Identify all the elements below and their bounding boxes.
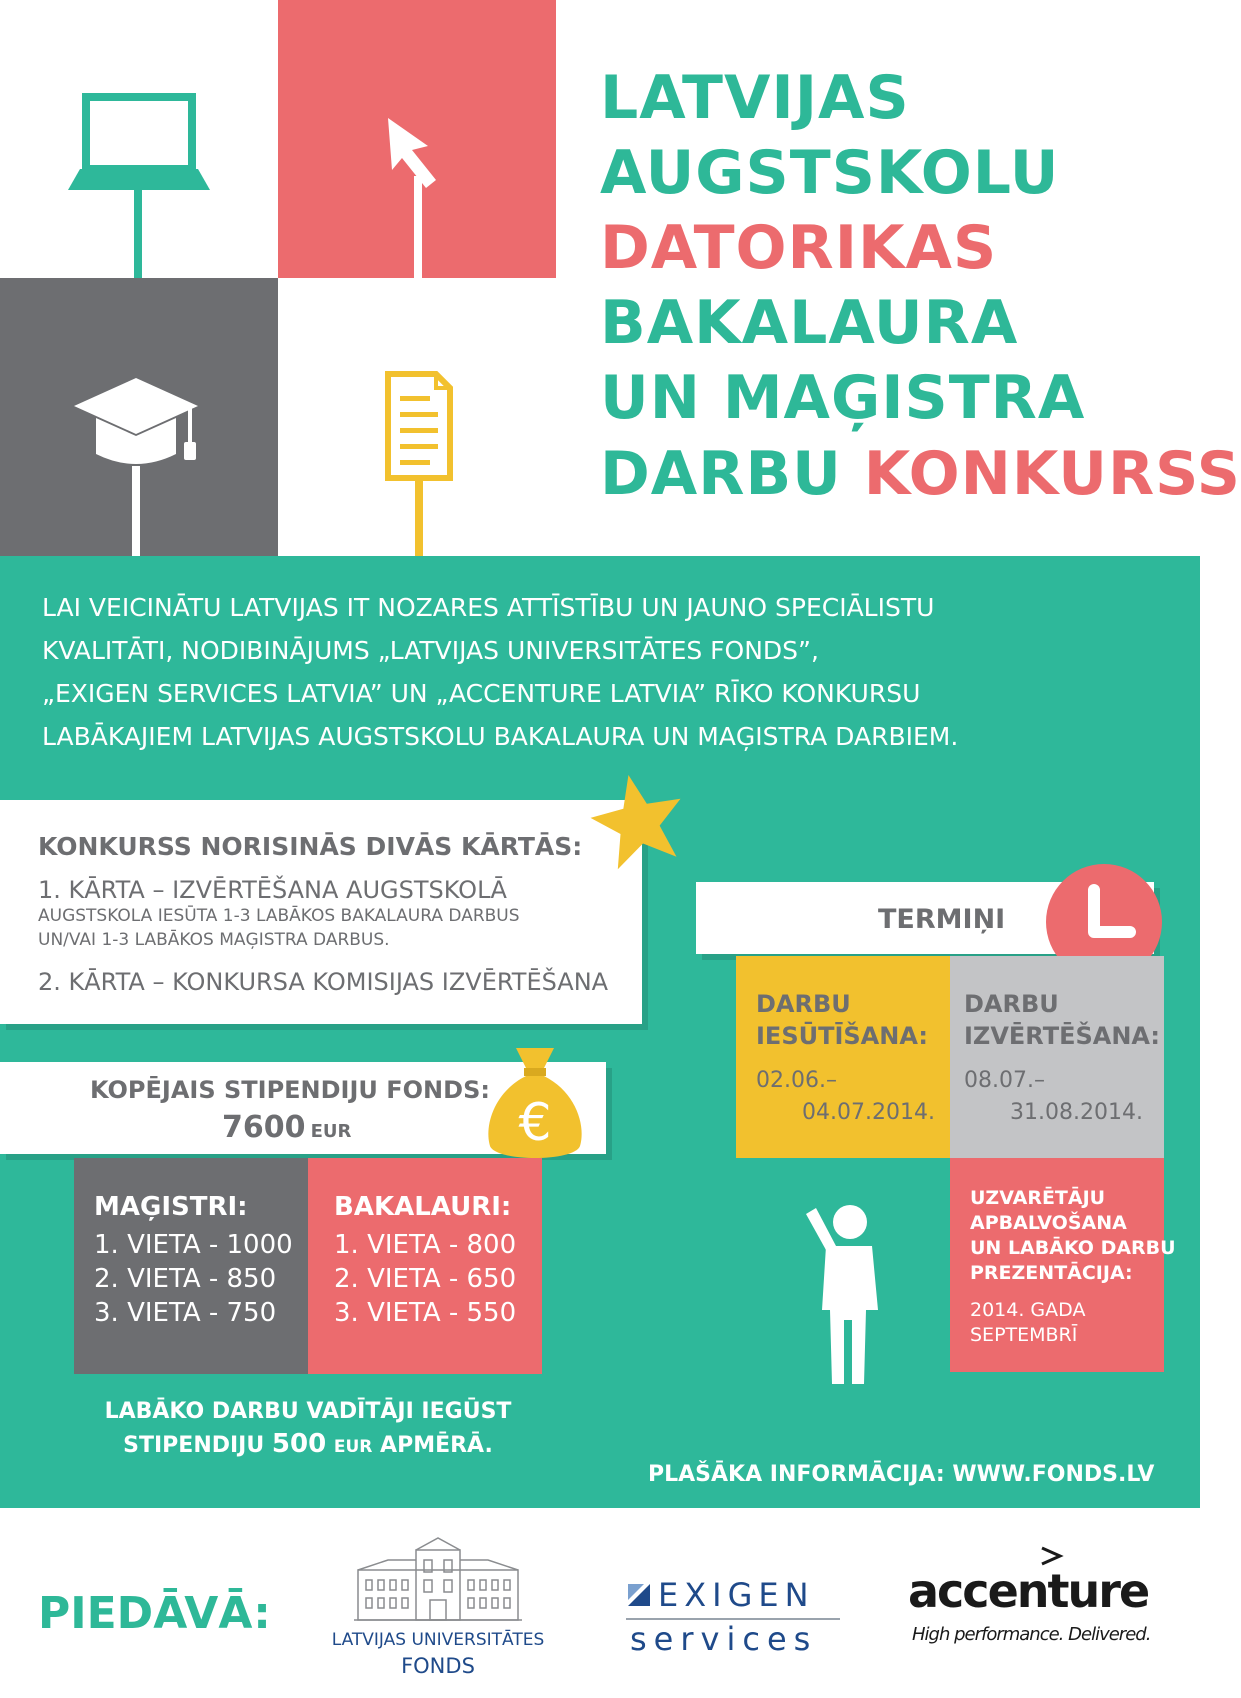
tile-laptop — [0, 0, 278, 278]
accenture-logo — [908, 1546, 1168, 1656]
evaluation-label-2: IZVĒRTĒŠANA: — [964, 1022, 1161, 1050]
award-label-line: PREZENTĀCIJA: — [970, 1262, 1133, 1284]
submission-label-2: IESŪTĪŠANA: — [756, 1022, 928, 1050]
university-building-icon — [318, 1536, 558, 1624]
exigen-logo — [624, 1576, 844, 1666]
tile-document — [278, 278, 556, 556]
award-date — [970, 1298, 1085, 1348]
person-icon — [796, 1200, 896, 1390]
masters-box — [74, 1158, 308, 1374]
title-darbu: DARBU — [600, 439, 842, 509]
title-line-3: DATORIKAS — [600, 213, 998, 283]
accenture-tagline: High performance. Delivered. — [912, 1624, 1151, 1645]
offered-by: PIEDĀVĀ: — [38, 1588, 271, 1639]
evaluation-date-2: 31.08.2014. — [1010, 1100, 1143, 1125]
evaluation-label-1: DARBU — [964, 990, 1059, 1018]
bachelors-place: 1. VIETA - 800 — [334, 1230, 517, 1260]
masters-place: 2. VIETA - 850 — [94, 1264, 277, 1294]
supervisors-line-2 — [0, 1428, 616, 1463]
star-icon — [588, 770, 688, 870]
document-icon — [278, 278, 556, 556]
lu-fund-name-2: FONDS — [401, 1654, 475, 1678]
submission-date-1: 02.06.– — [756, 1068, 837, 1093]
stage-2: 2. KĀRTA – KONKURSA KOMISIJAS IZVĒRTĒŠANA — [38, 968, 609, 996]
intro-line: KVALITĀTI, NODIBINĀJUMS „LATVIJAS UNIVERSITĀTES FONDS”, — [42, 636, 819, 665]
fund-amount: 7600 — [222, 1110, 306, 1145]
bachelors-box — [308, 1158, 542, 1374]
stage-1: 1. KĀRTA – IZVĒRTĒŠANA AUGSTSKOLĀ — [38, 876, 507, 904]
award-box — [950, 1158, 1176, 1372]
exigen-name: EXIGEN — [658, 1576, 815, 1614]
stages-card — [0, 800, 642, 1024]
bachelors-place: 3. VIETA - 550 — [334, 1298, 517, 1328]
title-konkurss: KONKURSS — [863, 439, 1241, 509]
laptop-icon — [0, 0, 278, 278]
intro-line: LAI VEICINĀTU LATVIJAS IT NOZARES ATTĪSTĪBU UN JAUNO SPECIĀLISTU — [42, 593, 935, 622]
exigen-mark-icon — [626, 1582, 652, 1608]
submission-label-1: DARBU — [756, 990, 851, 1018]
title-line-2: AUGSTSKOLU — [600, 138, 1060, 208]
submission-box — [736, 956, 950, 1158]
award-label — [970, 1186, 1176, 1286]
supervisors-note — [0, 1396, 616, 1463]
title-line-6 — [600, 439, 1241, 509]
intro-line: „EXIGEN SERVICES LATVIA” UN „ACCENTURE LATVIA” RĪKO KONKURSU — [42, 679, 921, 708]
stage-1-note-1: AUGSTSKOLA IESŪTA 1-3 LABĀKOS BAKALAURA DARBUS — [38, 906, 520, 926]
exigen-services: services — [630, 1620, 818, 1658]
supervisors-extent: APMĒRĀ. — [380, 1433, 493, 1458]
evaluation-box — [950, 956, 1164, 1158]
award-date-line: 2014. GADA — [970, 1299, 1086, 1321]
award-date-line: SEPTEMBRĪ — [970, 1324, 1078, 1346]
fund-label: KOPĒJAIS STIPENDIJU FONDS: — [90, 1076, 490, 1104]
lu-fund-logo — [318, 1536, 558, 1686]
evaluation-date-1: 08.07.– — [964, 1068, 1045, 1093]
svg-text:€: € — [518, 1093, 552, 1153]
supervisors-stipend-word: STIPENDIJU — [123, 1433, 265, 1458]
lu-fund-name-1: LATVIJAS UNIVERSITĀTES — [331, 1630, 545, 1650]
deadlines-heading: TERMIŅI — [878, 904, 1006, 935]
masters-place: 3. VIETA - 750 — [94, 1298, 277, 1328]
money-bag-icon — [480, 1040, 590, 1170]
award-label-line: UZVARĒTĀJU — [970, 1187, 1106, 1209]
title-line-4: BAKALAURA — [600, 288, 1019, 358]
tile-cursor — [278, 0, 556, 278]
bachelors-heading: BAKALAURI: — [334, 1192, 512, 1222]
bachelors-place: 2. VIETA - 650 — [334, 1264, 517, 1294]
title-line-5: UN MAĢISTRA — [600, 363, 1086, 433]
submission-date-2: 04.07.2014. — [802, 1100, 935, 1125]
masters-heading: MAĢISTRI: — [94, 1192, 248, 1222]
stage-1-note-2: UN/VAI 1-3 LABĀKOS MAĢISTRA DARBUS. — [38, 930, 390, 950]
masters-place: 1. VIETA - 1000 — [94, 1230, 293, 1260]
supervisors-amount: 500 — [271, 1429, 327, 1459]
more-info[interactable]: PLAŠĀKA INFORMĀCIJA: WWW.FONDS.LV — [648, 1462, 1155, 1487]
graduation-cap-icon — [0, 278, 278, 556]
award-label-line: APBALVOŠANA — [970, 1212, 1127, 1234]
supervisors-line-1: LABĀKO DARBU VADĪTĀJI IEGŪST — [104, 1399, 512, 1424]
intro-line: LABĀKAJIEM LATVIJAS AUGSTSKOLU BAKALAURA UN MAĢISTRA DARBIEM. — [42, 722, 959, 751]
stages-heading: KONKURSS NORISINĀS DIVĀS KĀRTĀS: — [38, 832, 583, 861]
title-line-1: LATVIJAS — [600, 63, 910, 133]
award-label-line: UN LABĀKO DARBU — [970, 1237, 1176, 1259]
tile-cap — [0, 278, 278, 556]
fund-amount-line — [222, 1110, 351, 1145]
supervisors-currency: EUR — [333, 1437, 373, 1457]
accenture-name: accenture — [908, 1564, 1149, 1618]
cursor-arrow-icon — [278, 0, 556, 278]
fund-currency: EUR — [310, 1121, 352, 1142]
intro-text — [42, 586, 1162, 758]
